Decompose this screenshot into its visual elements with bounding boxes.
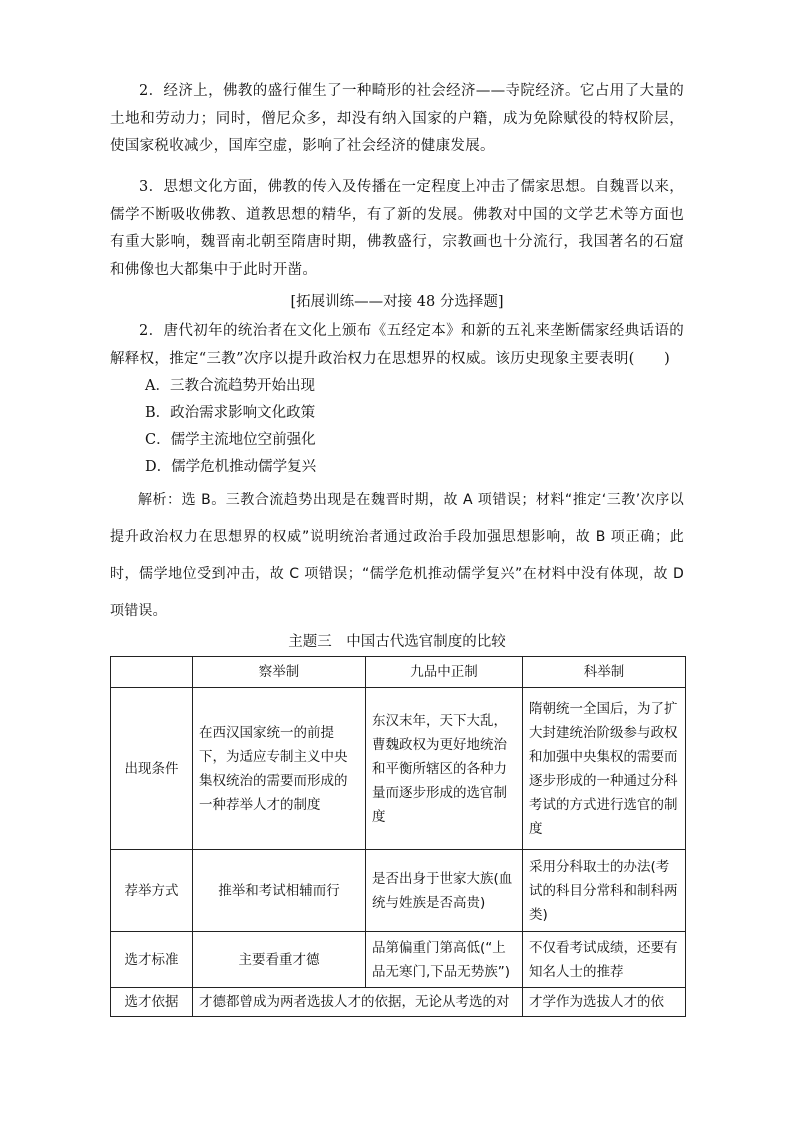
table-cell: 采用分科取士的办法(考试的科目分常科和制科两类): [523, 850, 686, 932]
row-label: 选才标准: [111, 932, 193, 988]
table-row: [111, 688, 686, 850]
table-cell: 隋朝统一全国后，为了扩大封建统治阶级参与政权和加强中央集权的需要而逐步形成的一种通过分科考试的方式进行选官的制度: [523, 688, 686, 850]
row-label: 出现条件: [111, 688, 193, 850]
table-cell: 不仅看考试成绩，还要有知名人士的推荐: [523, 932, 686, 988]
table-header-row: [111, 657, 686, 688]
table-cell: 东汉末年，天下大乱，曹魏政权为更好地统治和平衡所辖区的各种力量而逐步形成的选官制度: [366, 688, 523, 850]
table-cell: 才德都曾成为两者选拔人才的依据，无论从考选的对: [193, 988, 523, 1017]
paragraph-culture: 3．思想文化方面，佛教的传入及传播在一定程度上冲击了儒家思想。自魏晋以来，儒学不断吸收佛教、道教思想的精华，有了新的发展。佛教对中国的文学艺术等方面也有重大影响，魏晋南北朝至隋唐时期，佛教盛行，宗教画也十分流行，我国著名的石窟和佛像也大都集中于此时开凿。: [110, 179, 684, 278]
header-empty: [111, 657, 193, 688]
header-jiupin: 九品中正制: [366, 657, 523, 688]
option-a: A．三教合流趋势开始出现: [145, 378, 315, 394]
comparison-table: [110, 656, 686, 1017]
table-cell: 在西汉国家统一的前提下，为适应专制主义中央集权统治的需要而形成的一种荐举人才的制度: [193, 688, 366, 850]
row-label: 荐举方式: [111, 850, 193, 932]
table-row: [111, 988, 686, 1017]
paragraph-economy: 2．经济上，佛教的盛行催生了一种畸形的社会经济——寺院经济。它占用了大量的土地和劳动力；同时，僧尼众多，却没有纳入国家的户籍，成为免除赋役的特权阶层，使国家税收减少，国库空虚，影响了社会经济的健康发展。: [110, 83, 684, 154]
option-c: C．儒学主流地位空前强化: [145, 432, 316, 448]
option-b: B．政治需求影响文化政策: [145, 405, 316, 421]
header-chajuzhi: 察举制: [193, 657, 366, 688]
table-cell: 主要看重才德: [193, 932, 366, 988]
table-row: [111, 850, 686, 932]
table-cell: 是否出身于世家大族(血统与姓族是否高贵): [366, 850, 523, 932]
section-title: [拓展训练——对接 48 分选择题]: [290, 294, 504, 310]
option-d: D．儒学危机推动儒学复兴: [145, 459, 317, 475]
answer-analysis: 解析：选 B。三教合流趋势出现是在魏晋时期，故 A 项错误；材料“推定‘三教’次序以提升政治权力在思想界的权威”说明统治者通过政治手段加强思想影响，故 B 项正确；此时，儒学地位受到冲击，故 C 项错误；“儒学危机推动儒学复兴”在材料中没有体现，故 D 项错误。: [110, 492, 684, 619]
question-stem: 2．唐代初年的统治者在文化上颁布《五经定本》和新的五礼来垄断儒家经典话语的解释权，推定“三教”次序以提升政治权力在思想界的权威。该历史现象主要表明( ): [110, 323, 684, 367]
table-cell: 品第偏重门第高低(“上品无寒门,下品无势族”): [366, 932, 523, 988]
table-row: [111, 932, 686, 988]
table-cell: 才学作为选拔人才的依: [523, 988, 686, 1017]
table-cell: 推举和考试相辅而行: [193, 850, 366, 932]
row-label: 选才依据: [111, 988, 193, 1017]
header-keju: 科举制: [523, 657, 686, 688]
table-title: 主题三 中国古代选官制度的比较: [288, 634, 506, 650]
